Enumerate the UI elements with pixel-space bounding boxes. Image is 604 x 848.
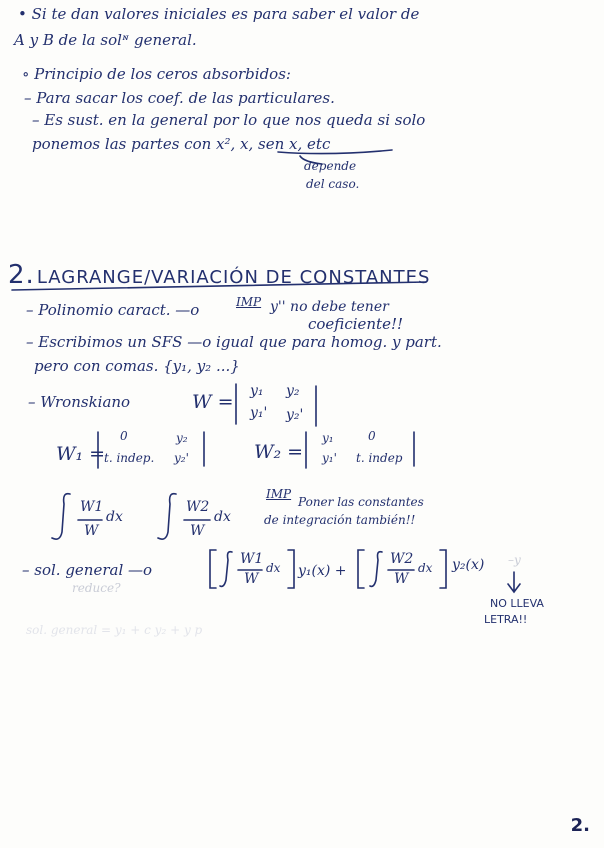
note-line-principle: ∘ Principio de los ceros absorbidos:	[22, 65, 291, 83]
faded-line: sol. general = y₁ + c y₂ + y p	[26, 623, 203, 637]
section-title: LAGRANGE/VARIACIÓN DE CONSTANTES	[36, 267, 431, 288]
note-line-initial-values: • Si te dan valores iniciales es para saber el valor de	[18, 5, 420, 23]
note-depende: depende	[304, 159, 357, 173]
sol-w-denominator-1: W	[244, 571, 259, 587]
int1-denominator: W	[84, 523, 99, 539]
w-y2: y₂	[286, 383, 300, 399]
reduce-note: reduce?	[72, 581, 121, 595]
w1-indep: t. indep.	[104, 451, 155, 465]
note-caso: del caso.	[306, 177, 360, 191]
no-lleva-note: NO LLEVA	[490, 597, 544, 610]
imp-note: IMP	[236, 295, 262, 309]
int1-numerator: W1	[80, 499, 104, 515]
item-no-coefficient: y'' no debe tener	[270, 299, 389, 315]
depende-brace	[300, 156, 322, 164]
sol-y2: y₂(x)	[452, 557, 485, 573]
w2-zero: 0	[368, 429, 376, 443]
sol-bracket-1-close	[288, 550, 294, 588]
constants-note: Poner las constantes	[298, 495, 424, 509]
imp-note-2: IMP	[266, 487, 292, 501]
integral-1	[52, 494, 70, 539]
sol-integral-1	[220, 552, 232, 587]
w-y2-prime: y₂'	[286, 407, 304, 423]
integration-note: de integración también!!	[264, 513, 416, 527]
w2-indep: t. indep	[356, 451, 403, 465]
w2-y1-prime: y₁'	[322, 451, 337, 465]
sol-yp: –y	[508, 553, 521, 567]
note-line-parts: ponemos las partes con x², x, sen x, etc	[32, 135, 331, 153]
w2-y1: y₁	[322, 431, 334, 445]
sol-dx-2: dx	[418, 561, 433, 575]
int2-dx: dx	[214, 509, 231, 525]
w-y1-prime: y₁'	[250, 405, 268, 421]
sol-w2: W2	[390, 551, 414, 567]
sol-bracket-1-open	[210, 550, 216, 588]
item-sfs: – Escribimos un SFS —o igual que para homog. y part.	[26, 333, 442, 351]
integral-2	[158, 494, 176, 539]
sol-w1: W1	[240, 551, 264, 567]
general-solution-label: – sol. general —o	[22, 561, 153, 579]
int1-dx: dx	[106, 509, 123, 525]
letra-note: LETRA!!	[484, 613, 528, 626]
item-wronskiano: – Wronskiano	[28, 393, 131, 411]
w-y1: y₁	[250, 383, 264, 399]
item-coefficient: coeficiente!!	[308, 315, 404, 333]
w1-y2-prime: y₂'	[174, 451, 189, 465]
w-label: W =	[192, 391, 234, 413]
item-characteristic-polynomial: – Polinomio caract. —o	[26, 301, 200, 319]
section-number: 2.	[8, 260, 35, 290]
parts-underline	[278, 150, 392, 154]
item-commas: pero con comas. {y₁, y₂ ...}	[34, 357, 240, 375]
heading-underline	[12, 282, 426, 290]
sol-y1: y₁(x) +	[298, 563, 347, 579]
w1-zero: 0	[120, 429, 128, 443]
sol-bracket-2-close	[440, 550, 446, 588]
sol-dx-1: dx	[266, 561, 281, 575]
no-lleva-arrow	[508, 572, 520, 592]
int2-numerator: W2	[186, 499, 210, 515]
int2-denominator: W	[190, 523, 205, 539]
sol-w-denominator-2: W	[394, 571, 409, 587]
note-line-substitute: – Es sust. en la general por lo que nos queda si solo	[32, 111, 426, 129]
w1-label: W₁ =	[56, 443, 106, 465]
sol-bracket-2-open	[358, 550, 364, 588]
w2-label: W₂ =	[254, 441, 304, 463]
w1-y2: y₂	[176, 431, 188, 445]
note-line-coefficients: – Para sacar los coef. de las particulares.	[24, 89, 335, 107]
sol-integral-2	[370, 552, 382, 587]
note-line-general-solution: A y B de la solᶰ general.	[14, 31, 197, 49]
page-number: 2.	[570, 815, 590, 836]
